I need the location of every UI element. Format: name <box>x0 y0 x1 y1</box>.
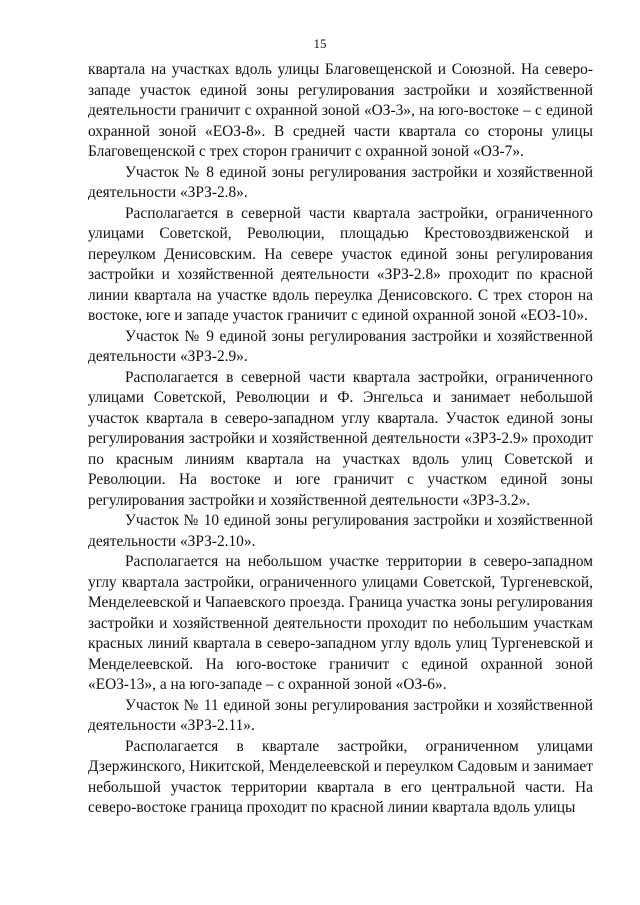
section-heading-10: Участок № 10 единой зоны регулирования застройки и хозяйственной деятельности «ЗРЗ-2.10». <box>88 512 593 550</box>
paragraph-section-10: Располагается на небольшом участке территории в северо-западном углу квартала застройки, ограниченного улицами Советской, Тургеневской, Менделеевской и Чапаевского проезда. Граница участка зоны регулирования застройки и хозяйственной деятельности проходит по небольшим участкам красных линий квартала в северо-западном углу вдоль улиц Тургеневской и Менделеевской. На юго-востоке граничит с единой охранной зоной «ЕОЗ-13», а на юго-западе – с охранной зоной «ОЗ-6». <box>88 553 593 693</box>
paragraph-section-8: Располагается в северной части квартала застройки, ограниченного улицами Советской, Революции, площадью Крестовоздвиженской и переулком Денисовским. На севере участок единой зоны регулирования застройки и хозяйственной деятельности «ЗРЗ-2.8» проходит по красной линии квартала на участке вдоль переулка Денисовского. С трех сторон на востоке, юге и западе участок граничит с единой охранной зоной «ЕОЗ-10». <box>88 204 593 324</box>
body-text <box>88 60 593 819</box>
section-heading-8: Участок № 8 единой зоны регулирования застройки и хозяйственной деятельности «ЗРЗ-2.8». <box>88 163 593 201</box>
section-heading-9: Участок № 9 единой зоны регулирования застройки и хозяйственной деятельности «ЗРЗ-2.9». <box>88 327 593 365</box>
page-number: 15 <box>313 36 327 51</box>
paragraph-section-9: Располагается в северной части квартала застройки, ограниченного улицами Советской, Революции и Ф. Энгельса и занимает небольшой участок квартала в северо-западном углу квартала. Участок единой зоны регулирования застройки и хозяйственной деятельности «ЗРЗ-2.9» проходит по красным линиям квартала на участках вдоль улиц Советской и Революции. На востоке и юге граничит с участком единой зоны регулирования застройки и хозяйственной деятельности «ЗРЗ-3.2». <box>88 368 593 509</box>
paragraph-section-11: Располагается в квартале застройки, ограниченном улицами Дзержинского, Никитской, Менделеевской и переулком Садовым и занимает небольшой участок территории квартала в его центральной части. На северо-востоке граница проходит по красной линии квартала вдоль улицы <box>88 737 593 816</box>
paragraph-continuation: квартала на участках вдоль улицы Благовещенской и Союзной. На северо-западе участок единой зоны регулирования застройки и хозяйственной деятельности граничит с охранной зоной «ОЗ-3», на юго-востоке – с единой охранной зоной «ЕОЗ-8». В средней части квартала со стороны улицы Благовещенской с трех сторон граничит с охранной зоной «ОЗ-7». <box>88 61 593 160</box>
section-heading-11: Участок № 11 единой зоны регулирования застройки и хозяйственной деятельности «ЗРЗ-2.11». <box>88 696 593 734</box>
